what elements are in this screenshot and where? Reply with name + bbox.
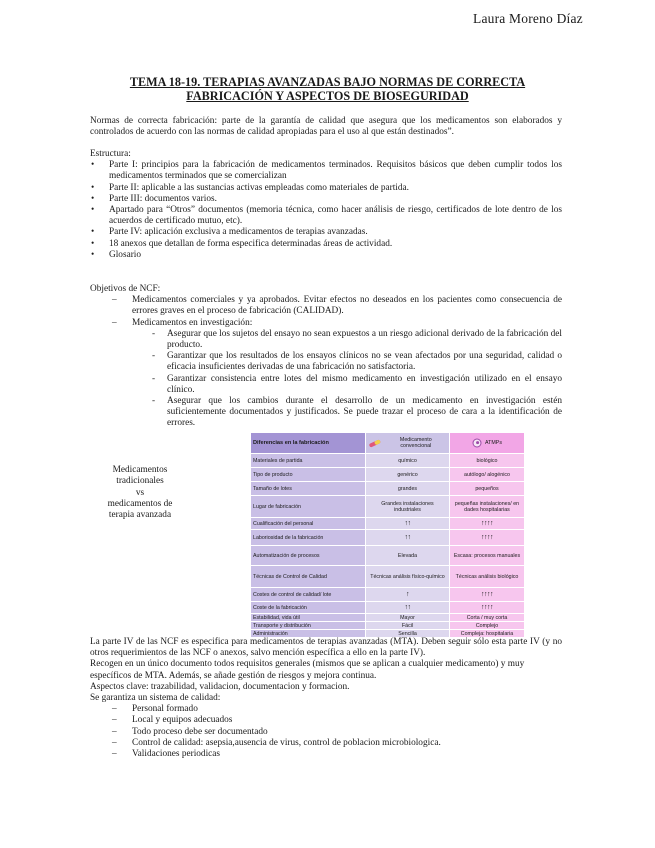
- estructura-item: • Parte IV: aplicación exclusiva a medicamentos de terapias avanzadas.: [90, 227, 562, 238]
- row-value-atmp: Complejo: [450, 622, 525, 630]
- calidad-item: – Personal formado: [112, 704, 562, 715]
- row-value-conventional: ↑: [366, 588, 450, 602]
- row-label: Coste de la fabricación: [251, 602, 366, 614]
- row-value-conventional: grandes: [366, 482, 450, 496]
- row-value-atmp: ↑↑↑↑: [450, 530, 525, 546]
- estructura-section: [90, 149, 562, 261]
- row-label: Laboriosidad de la fabricación: [251, 530, 366, 546]
- header-cell: [450, 433, 525, 454]
- row-value-atmp: pequeñas instalaciones/ en dades hospitalarias: [450, 496, 525, 518]
- row-value-atmp: Técnicas análisis biológico: [450, 566, 525, 588]
- comparison-label-line: terapia avanzada: [108, 510, 172, 521]
- calidad-item: – Validaciones periodicas: [112, 749, 562, 760]
- row-label: Lugar de fabricación: [251, 496, 366, 518]
- estructura-item: • Parte II: aplicable a las sustancias activas empleadas como materiales de partida.: [90, 183, 562, 194]
- objetivos-subitem: - Garantizar consistencia entre lotes del mismo medicamento en investigación utilizado en el ensayo clínico.: [152, 374, 562, 396]
- row-value-conventional: Elevada: [366, 546, 450, 566]
- comparison-row: [251, 614, 525, 622]
- title-line-2: FABRICACIÓN Y ASPECTOS DE BIOSEGURIDAD: [186, 89, 469, 103]
- row-value-atmp: ↑↑↑↑: [450, 602, 525, 614]
- row-label: Tamaño de lotes: [251, 482, 366, 496]
- estructura-item: • Apartado para “Otros” documentos (memoria técnica, como hacer análisis de riesgo, certificados de lote dentro de los acuerdos de certificado mutuo, etc).: [90, 205, 562, 227]
- objetivos-item: [112, 318, 562, 430]
- row-label: Costes de control de calidad/ lote: [251, 588, 366, 602]
- header-cell-text: ATMPs: [485, 440, 502, 446]
- parte-iv-paragraph: Recogen en un único documento todos requisitos generales (mismos que se aplican a cualquier medicamento) y muy específicos de MTA. Además, se añade gestión de riesgos y mejora continua.: [90, 659, 525, 681]
- row-value-conventional: ↑↑: [366, 518, 450, 530]
- comparison-label-line: medicamentos de: [107, 498, 173, 509]
- comparison-row: [251, 496, 525, 518]
- row-value-atmp: Corta / muy corta: [450, 614, 525, 622]
- row-label: Tipo de producto: [251, 468, 366, 482]
- objetivos-sublist: [152, 329, 562, 430]
- row-label: Automatización de procesos: [251, 546, 366, 566]
- comparison-row: [251, 468, 525, 482]
- row-value-conventional: ↑↑: [366, 602, 450, 614]
- comparison-row: [251, 622, 525, 630]
- row-value-atmp: autólogo/ alogénico: [450, 468, 525, 482]
- estructura-item: • Glosario: [90, 250, 562, 261]
- objetivos-item: – Medicamentos comerciales y ya aprobados. Evitar efectos no deseados en los pacientes como consecuencia de errores graves en el proceso de fabricación (CALIDAD).: [112, 295, 562, 317]
- row-value-atmp: Escasa: procesos manuales: [450, 546, 525, 566]
- row-label: Técnicas de Control de Calidad: [251, 566, 366, 588]
- comparison-row: [251, 588, 525, 602]
- title-line-1: TEMA 18-19. TERAPIAS AVANZADAS BAJO NORMAS DE CORRECTA: [129, 75, 526, 89]
- comparison-row: [251, 482, 525, 496]
- row-value-conventional: Sencilla: [366, 630, 450, 638]
- comparison-row: [251, 518, 525, 530]
- comparison-label-line: vs: [135, 487, 145, 498]
- row-value-conventional: Mayor: [366, 614, 450, 622]
- comparison-row: [251, 454, 525, 468]
- comparison-label: [98, 465, 182, 521]
- comparison-header-row: [251, 433, 525, 454]
- objetivos-list: [90, 295, 562, 429]
- intro-paragraph: Normas de correcta fabricación: parte de la garantía de calidad que asegura que los medicamentos son elaborados y controlados de acuerdo con las normas de calidad apropiadas para el uso al que están destinados”.: [90, 116, 562, 138]
- parte-iv-section: [90, 637, 562, 760]
- estructura-item: • Parte I: principios para la fabricación de medicamentos terminados. Requisitos básicos que deben cumplir todos los medicamentos terminados que se comercializan: [90, 160, 562, 182]
- cell-icon: [472, 438, 482, 448]
- objetivos-heading: Objetivos de NCF:: [90, 284, 161, 294]
- header-cell: Diferencias en la fabricación: [251, 433, 366, 454]
- calidad-item: – Todo proceso debe ser documentado: [112, 727, 562, 738]
- row-value-conventional: Fácil: [366, 622, 450, 630]
- calidad-item: – Control de calidad: asepsia,ausencia de virus, control de poblacion microbiologica.: [112, 738, 562, 749]
- row-value-conventional: ↑↑: [366, 530, 450, 546]
- parte-iv-paragraph: Se garantiza un sistema de calidad:: [90, 693, 221, 704]
- row-value-atmp: ↑↑↑↑: [450, 588, 525, 602]
- comparison-row: [251, 546, 525, 566]
- objetivos-subitem: - Asegurar que los sujetos del ensayo no sean expuestos a un riesgo adicional derivado de la fabricación del producto.: [152, 329, 562, 351]
- row-value-atmp: Compleja: hospitalaria: [450, 630, 525, 638]
- row-label: Transporte y distribución: [251, 622, 366, 630]
- objetivos-section: [90, 284, 562, 430]
- row-value-atmp: pequeños: [450, 482, 525, 496]
- page-title: [90, 75, 565, 103]
- objetivos-subitem: - Asegurar que los cambios durante el desarrollo de un medicamento en investigación estén suficientemente documentados y justificados. Se puede trazar el proceso de cara a la identificación de errores.: [152, 396, 562, 430]
- comparison-table: [250, 432, 525, 638]
- parte-iv-paragraph: La parte IV de las NCF es especifica para medicamentos de terapias avanzadas (MTA). Deben seguir sólo esta parte IV (y no otros requerimientos de las NCF o anexos, salvo mención específica a ello en la parte IV).: [90, 637, 562, 659]
- calidad-item: – Local y equipos adecuados: [112, 715, 562, 726]
- comparison-row: [251, 566, 525, 588]
- row-label: Administración: [251, 630, 366, 638]
- row-label: Estabilidad, vida útil: [251, 614, 366, 622]
- estructura-item: • Parte III: documentos varios.: [90, 194, 562, 205]
- comparison-row: [251, 530, 525, 546]
- estructura-item: • 18 anexos que detallan de forma especifica determinadas áreas de actividad.: [90, 239, 562, 250]
- estructura-list: [90, 160, 562, 261]
- parte-iv-paragraph: Aspectos clave: trazabilidad, validacion, documentacion y formacion.: [90, 681, 350, 692]
- header-cell-text: Medicamento convencional: [399, 437, 432, 449]
- comparison-row: [251, 602, 525, 614]
- comparison-label-line: tradicionales: [116, 476, 164, 487]
- row-value-conventional: Grandes instalaciones industriales: [366, 496, 450, 518]
- row-value-conventional: Técnicas análisis físico-químico: [366, 566, 450, 588]
- calidad-list: [90, 704, 562, 760]
- header-cell: [366, 433, 450, 454]
- objetivos-item-label: Medicamentos en investigación:: [132, 317, 253, 328]
- row-value-atmp: ↑↑↑↑: [450, 518, 525, 530]
- pill-icon: [368, 439, 382, 448]
- row-value-conventional: genérico: [366, 468, 450, 482]
- author-name: Laura Moreno Díaz: [473, 11, 583, 26]
- comparison-label-line: Medicamentos: [112, 465, 168, 475]
- row-value-conventional: químico: [366, 454, 450, 468]
- row-label: Cualificación del personal: [251, 518, 366, 530]
- row-value-atmp: biológico: [450, 454, 525, 468]
- row-label: Materiales de partida: [251, 454, 366, 468]
- objetivos-subitem: - Garantizar que los resultados de los ensayos clínicos no se vean afectados por una seguridad, calidad o eficacia insuficientes derivadas de una fabricación no satisfactoria.: [152, 351, 562, 373]
- estructura-heading: Estructura:: [90, 149, 131, 159]
